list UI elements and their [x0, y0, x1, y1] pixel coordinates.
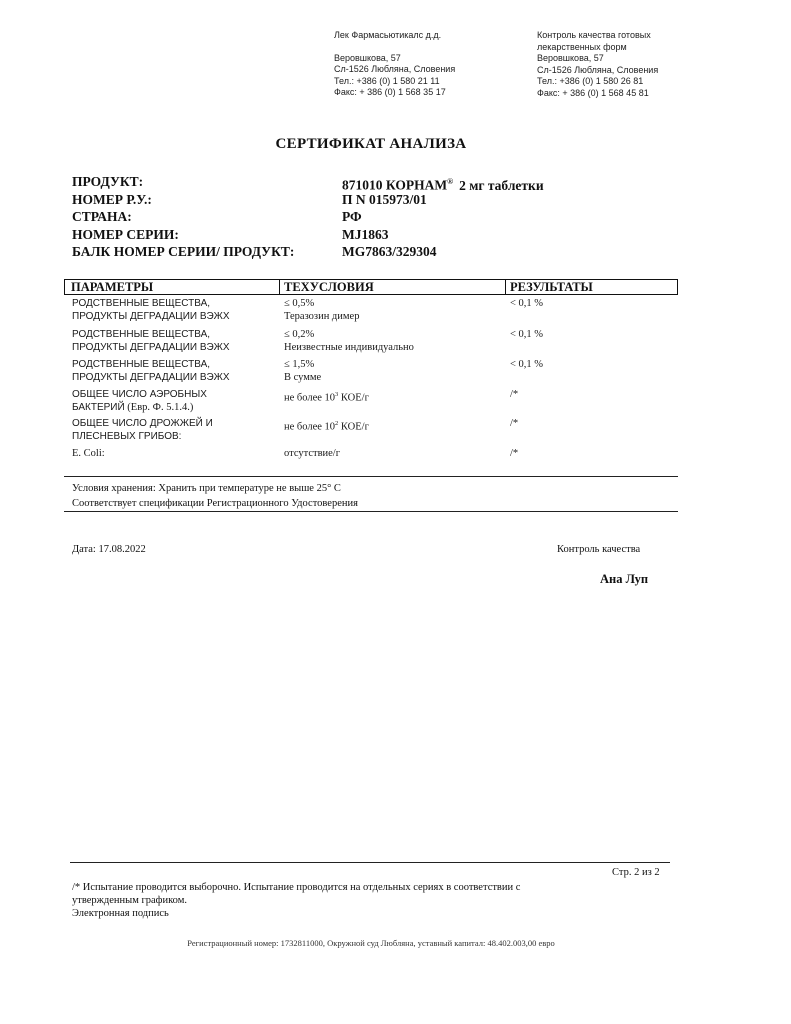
company-phone: Тел.: +386 (0) 1 580 21 11 — [334, 75, 440, 86]
row4-spec — [284, 389, 369, 405]
row5-param-line2: ПЛЕСНЕВЫХ ГРИБОВ: — [72, 431, 182, 442]
batch-row — [72, 226, 544, 244]
registered-mark: ® — [447, 177, 454, 186]
row5-result: /* — [510, 418, 519, 429]
qc-phone: Тел.: +386 (0) 1 580 26 81 — [537, 76, 644, 86]
bulk-batch-value: MG7863/329304 — [342, 244, 437, 260]
product-value — [342, 173, 544, 191]
row1-spec-limit: ≤ 0,5% — [284, 298, 315, 309]
product-info — [72, 173, 544, 261]
product-label: ПРОДУКТ: — [72, 174, 144, 189]
header-divider — [279, 280, 280, 294]
company-street: Веровшкова, 57 — [334, 52, 401, 63]
row5-spec-unit: КОЕ/г — [338, 421, 369, 433]
row5-spec-exponent: 2 — [335, 420, 339, 427]
notes-divider — [64, 511, 678, 512]
footnote-line1: /* Испытание проводится выборочно. Испытание проводится на отдельных сериях в соответствии с — [72, 882, 521, 893]
row1-param-line2: ПРОДУКТЫ ДЕГРАДАЦИИ ВЭЖХ — [72, 311, 230, 322]
batch-label: НОМЕР СЕРИИ: — [72, 226, 179, 242]
row6-param: E. Coli: — [72, 448, 105, 459]
row5-spec-text: не более 10 — [284, 421, 336, 433]
row3-spec-desc: В сумме — [284, 372, 322, 383]
bulk-batch-row — [72, 243, 544, 261]
bulk-batch-label: БАЛК НОМЕР СЕРИИ/ ПРОДУКТ: — [72, 244, 295, 260]
row4-param-pharmacopoeia: (Евр. Ф. 5.1.4.) — [127, 402, 194, 413]
qc-city: Сл-1526 Любляна, Словения — [537, 64, 659, 75]
row4-spec-text: не более 10 — [284, 392, 336, 404]
qc-dept-line1: Контроль качества готовых — [537, 30, 651, 40]
electronic-signature-note: Электронная подпись — [72, 908, 169, 919]
country-row — [72, 208, 544, 226]
document-title: СЕРТИФИКАТ АНАЛИЗА — [275, 136, 467, 152]
results-table-header — [64, 279, 678, 295]
header-parameters: ПАРАМЕТРЫ — [71, 280, 154, 294]
row2-spec-limit: ≤ 0,2% — [284, 329, 315, 340]
table-bottom-divider — [64, 476, 678, 477]
row1-spec-desc: Теразозин димер — [284, 311, 360, 322]
qc-label: Контроль качества — [557, 544, 641, 555]
country-label: СТРАНА: — [72, 209, 132, 225]
qc-dept-line2: лекарственных форм — [537, 41, 627, 52]
qc-department-address — [537, 30, 658, 99]
product-name: 871010 КОРНАМ — [342, 177, 448, 193]
qc-fax: Факс: + 386 (0) 1 568 45 81 — [537, 87, 649, 98]
row4-spec-unit: КОЕ/г — [338, 392, 369, 404]
company-address — [334, 30, 455, 99]
company-name: Лек Фармасьютикалс д.д. — [334, 30, 442, 40]
row4-param-line1: ОБЩЕЕ ЧИСЛО АЭРОБНЫХ — [72, 389, 207, 400]
row6-result: /* — [510, 448, 519, 459]
row6-spec: отсутствие/г — [284, 448, 341, 459]
row3-param-line2: ПРОДУКТЫ ДЕГРАДАЦИИ ВЭЖХ — [72, 372, 230, 383]
footnote-line2: утвержденным графиком. — [72, 895, 187, 906]
product-dose: 2 мг таблетки — [459, 177, 544, 193]
signer-name: Ана Луп — [600, 572, 649, 586]
row1-param-line1: РОДСТВЕННЫЕ ВЕЩЕСТВА, — [72, 298, 211, 309]
country-value: РФ — [342, 209, 362, 225]
row3-param-line1: РОДСТВЕННЫЕ ВЕЩЕСТВА, — [72, 359, 211, 370]
reg-number-row — [72, 191, 544, 209]
company-city: Сл-1526 Любляна, Словения — [334, 64, 456, 74]
compliance-statement: Соответствует спецификации Регистрационного Удостоверения — [72, 498, 358, 509]
reg-number-value: П N 015973/01 — [342, 191, 427, 207]
row2-param-line1: РОДСТВЕННЫЕ ВЕЩЕСТВА, — [72, 329, 211, 340]
row3-spec-limit: ≤ 1,5% — [284, 359, 315, 370]
row4-result: /* — [510, 389, 519, 400]
certificate-date: Дата: 17.08.2022 — [72, 544, 146, 555]
header-specifications: ТЕХУСЛОВИЯ — [284, 280, 374, 294]
row4-spec-exponent: 3 — [335, 391, 339, 398]
row3-result: < 0,1 % — [510, 359, 544, 370]
row2-param-line2: ПРОДУКТЫ ДЕГРАДАЦИИ ВЭЖХ — [72, 342, 230, 353]
company-registration: Регистрационный номер: 1732811000, Окружной суд Любляна, уставный капитал: 48.402.003,00 евро — [187, 938, 555, 948]
batch-value: MJ1863 — [342, 226, 389, 242]
storage-conditions: Условия хранения: Хранить при температуре не выше 25° С — [72, 483, 341, 494]
header-results: РЕЗУЛЬТАТЫ — [510, 280, 593, 294]
row4-param-line2 — [72, 402, 193, 415]
company-fax: Факс: + 386 (0) 1 568 35 17 — [334, 87, 446, 97]
qc-street: Верoвшкова, 57 — [537, 53, 604, 63]
row5-param-line1: ОБЩЕЕ ЧИСЛО ДРОЖЖЕЙ И — [72, 418, 213, 429]
row4-param-bacteria: БАКТЕРИЙ — [72, 402, 125, 413]
page-number: Стр. 2 из 2 — [612, 867, 660, 878]
header-divider — [505, 280, 506, 294]
reg-number-label: НОМЕР Р.У.: — [72, 191, 152, 207]
row2-spec-desc: Неизвестные индивидуально — [284, 342, 414, 353]
footer-divider — [70, 862, 670, 863]
row2-result: < 0,1 % — [510, 329, 544, 340]
product-row — [72, 173, 544, 191]
row1-result: < 0,1 % — [510, 298, 544, 309]
row5-spec — [284, 418, 369, 434]
